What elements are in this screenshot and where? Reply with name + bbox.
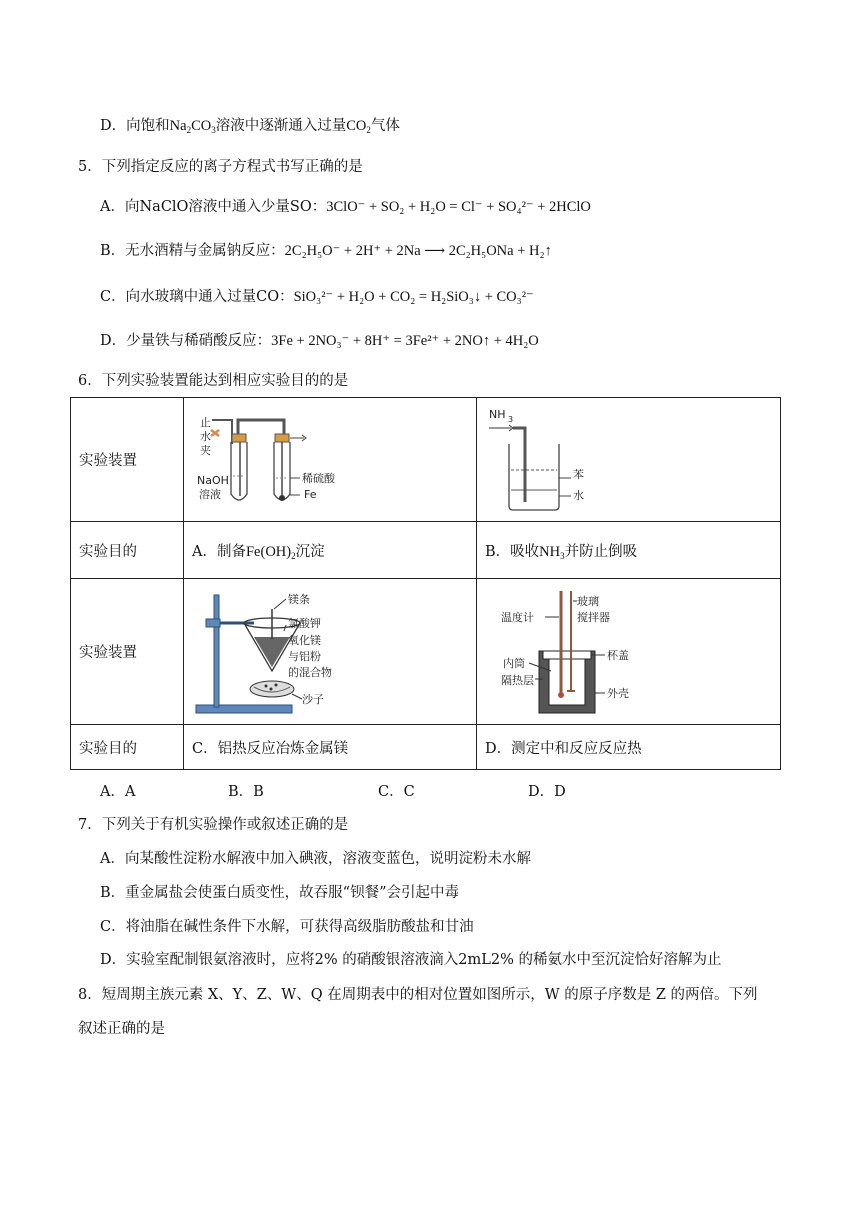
svg-text:夹: 夹 [200,444,211,457]
q7-option-c: C．将油脂在碱性条件下水解，可获得高级脂肪酸盐和甘油 [100,919,474,935]
svg-text:杯盖: 杯盖 [607,649,629,662]
q6-choice-b[interactable]: B．B [228,784,264,800]
row-label-apparatus-1: 实验装置 [71,398,184,522]
q6-choice-d[interactable]: D．D [528,784,566,800]
purpose-b: B．吸收$NH_3$并防止倒吸 [477,522,781,579]
q5-option-b: B．无水酒精与金属钠反应：2C₂H₅O⁻ + 2H⁺ + 2Na ⟶ 2C₂H₅ONa + H₂↑ [100,243,552,259]
q7-option-a: A．向某酸性淀粉水解液中加入碘液，溶液变蓝色，说明淀粉未水解 [100,851,531,867]
figure-fe-oh2-apparatus [184,398,477,522]
svg-text:苯: 苯 [573,468,584,481]
svg-text:稀硫酸: 稀硫酸 [302,472,335,485]
svg-text:水: 水 [573,489,584,502]
q5-option-a: A．向NaClO溶液中通入少量SO：3ClO⁻ + SO₂ + H₂O = Cl⁻ + SO₄²⁻ + 2HClO [100,199,591,215]
svg-text:止: 止 [200,416,211,429]
svg-text:与铝粉: 与铝粉 [288,650,321,663]
svg-text:水: 水 [200,430,211,443]
svg-text:溶液: 溶液 [199,488,221,501]
row-label-purpose-1: 实验目的 [71,522,184,579]
experiment-table [70,397,781,770]
q6-choice-a[interactable]: A．A [100,784,136,800]
svg-text:NH: NH [489,408,506,421]
q7-option-b: B．重金属盐会使蛋白质变性，故吞服“钡餐”会引起中毒 [100,885,459,901]
svg-text:氧化镁: 氧化镁 [288,634,321,647]
thermite-diagram [184,579,477,724]
calorimeter-diagram [477,579,781,724]
row-label-purpose-2: 实验目的 [71,725,184,770]
svg-text:温度计: 温度计 [501,611,534,624]
svg-text:搅拌器: 搅拌器 [577,611,610,624]
row-label-apparatus-2: 实验装置 [71,579,184,725]
svg-text:3: 3 [508,415,514,424]
svg-text:镁条: 镁条 [288,593,310,606]
svg-text:隔热层: 隔热层 [501,674,534,687]
q7-option-d: D．实验室配制银氨溶液时，应将2% 的硝酸银溶液滴入2mL2% 的稀氨水中至沉淀恰好溶解为止 [100,952,722,968]
svg-text:氯酸钾: 氯酸钾 [288,617,321,630]
purpose-d: D．测定中和反应反应热 [477,725,781,770]
q6-stem: 6．下列实验装置能达到相应实验目的的是 [78,373,349,389]
q5-option-c: C．向水玻璃中通入过量CO：SiO₃²⁻ + H₂O + CO₂ = H₂SiO₃↓ + CO₃²⁻ [100,289,534,305]
purpose-c: C．铝热反应冶炼金属镁 [184,725,477,770]
purpose-a: A．制备$Fe(OH)_2$沉淀 [184,522,477,579]
svg-text:内筒: 内筒 [503,657,525,670]
figure-thermite [184,579,477,725]
figure-calorimeter [477,579,781,725]
q6-choices [100,780,620,800]
svg-text:的混合物: 的混合物 [288,666,332,679]
q8-stem-line2: 叙述正确的是 [78,1021,165,1037]
svg-text:沙子: 沙子 [302,693,324,706]
svg-text:外壳: 外壳 [607,687,629,700]
q6-choice-c[interactable]: C．C [378,784,415,800]
q4-option-d: D．向饱和$Na_2CO_3$溶液中逐渐通入过量$CO_2$气体 [100,118,400,135]
svg-text:玻璃: 玻璃 [577,595,599,608]
q7-stem: 7．下列关于有机实验操作或叙述正确的是 [78,817,349,833]
svg-text:Fe: Fe [304,488,317,501]
figure-nh3-absorption [477,398,781,522]
fe-oh2-apparatus-diagram [184,398,477,521]
q5-stem: 5．下列指定反应的离子方程式书写正确的是 [78,159,363,175]
q5-option-d: D．少量铁与稀硝酸反应：3Fe + 2NO₃⁻ + 8H⁺ = 3Fe²⁺ + 2NO↑ + 4H₂O [100,333,539,349]
q8-stem-line1: 8．短周期主族元素 X、Y、Z、W、Q 在周期表中的相对位置如图所示，W 的原子序数是 Z 的两倍。下列 [78,987,758,1003]
nh3-absorption-diagram [477,398,781,521]
svg-text:NaOH: NaOH [197,474,229,487]
